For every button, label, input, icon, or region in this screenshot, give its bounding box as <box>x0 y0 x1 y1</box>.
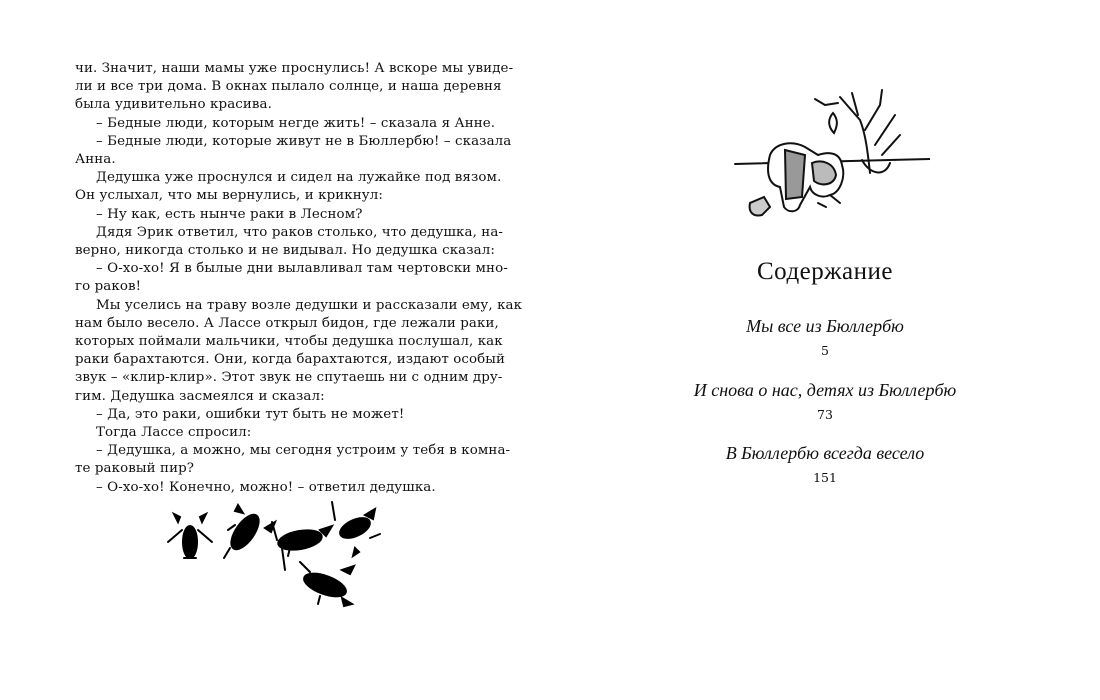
crayfish-illustration <box>160 500 385 615</box>
text-line: – Да, это раки, ошибки тут быть не может! <box>96 406 405 422</box>
toc-title: Содержание <box>757 258 893 285</box>
toc-entry[interactable] <box>550 316 1100 358</box>
text-line: Тогда Лассе спросил: <box>96 425 252 441</box>
text-line: Дедушка уже проснулся и сидел на лужайке под вязом. <box>96 170 502 186</box>
text-line: – Ну как, есть нынче раки в Лесном? <box>96 206 363 222</box>
text-line: – Бедные люди, которые живут не в Бюллербю! – сказала <box>96 133 512 149</box>
toc-entry[interactable] <box>550 380 1100 422</box>
toc-entry-page: 151 <box>813 470 837 485</box>
story-text <box>75 60 523 497</box>
text-line: Дядя Эрик ответил, что раков столько, что дедушка, на- <box>96 224 504 240</box>
text-line: верно, никогда столько и не видывал. Но дедушка сказал: <box>75 243 495 259</box>
text-line: чи. Значит, наши мамы уже проснулись! А вскоре мы увиде- <box>75 61 514 76</box>
text-line: ли и все три дома. В окнах пылало солнце, и наша деревня <box>75 79 502 95</box>
text-line: Анна. <box>75 152 116 168</box>
text-line: нам было весело. А Лассе открыл бидон, где лежали раки, <box>75 315 499 331</box>
text-line: которых поймали мальчики, чтобы дедушка послушал, как <box>75 334 503 350</box>
text-line: раки барахтаются. Они, когда барахтаются, издают особый <box>75 352 506 368</box>
toc-entry-title[interactable]: И снова о нас, детях из Бюллербю <box>693 380 957 400</box>
text-line: го раков! <box>75 279 142 295</box>
text-line: – Бедные люди, которым негде жить! – сказала я Анне. <box>96 115 496 131</box>
text-line: те раковый пир? <box>75 461 195 477</box>
text-line: – О-хо-хо! Конечно, можно! – ответил дедушка. <box>96 479 436 495</box>
toc-entry-title[interactable]: В Бюллербю всегда весело <box>725 443 925 463</box>
text-line: была удивительно красива. <box>75 97 272 113</box>
right-page <box>550 0 1100 700</box>
toc-entry[interactable] <box>550 443 1100 485</box>
text-line: Он услыхал, что мы вернулись, и крикнул: <box>75 188 383 204</box>
text-line: гим. Дедушка засмеялся и сказал: <box>75 388 325 404</box>
toc-entry-page: 73 <box>817 407 833 422</box>
toc-entry-title[interactable]: Мы все из Бюллербю <box>746 316 904 336</box>
toc-entry-page: 5 <box>821 343 829 358</box>
text-line: – О-хо-хо! Я в былые дни вылавливал там чертовски мно- <box>96 261 508 277</box>
text-line: звук – «клир-клир». Этот звук не спутаешь ни с одним дру- <box>75 370 503 386</box>
text-line: – Дедушка, а можно, мы сегодня устроим у тебя в комна- <box>96 443 511 459</box>
child-crawling-by-tree-illustration <box>730 85 930 235</box>
text-line: Мы уселись на траву возле дедушки и рассказали ему, как <box>96 297 523 313</box>
